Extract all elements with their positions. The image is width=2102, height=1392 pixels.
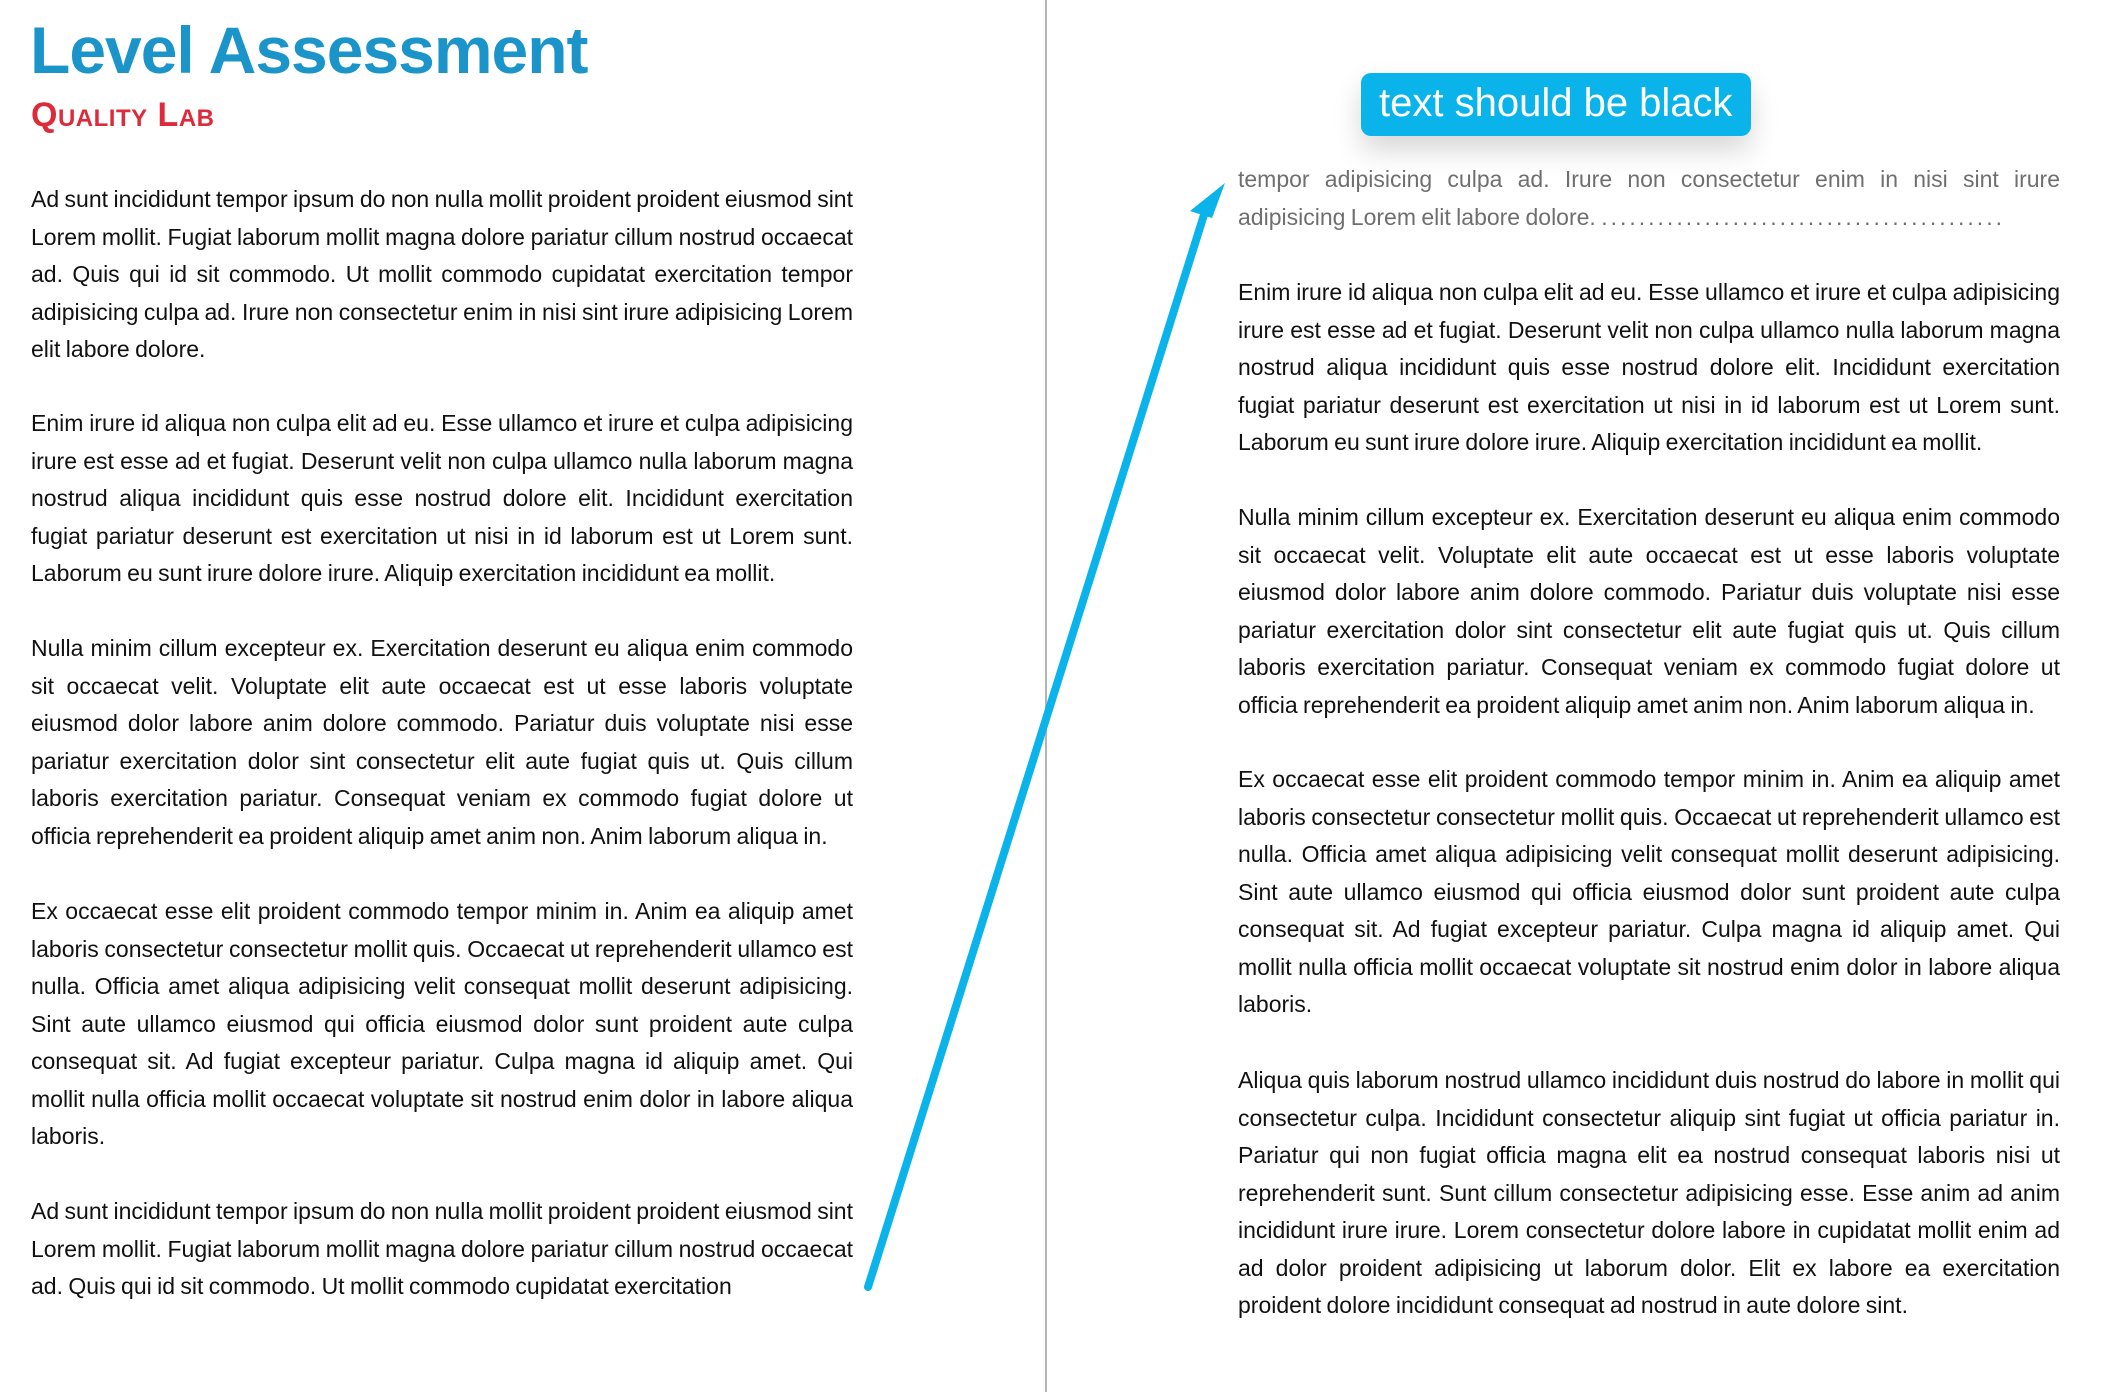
right-paragraph-4: Aliqua quis laborum nostrud ullamco incididunt duis nostrud do labore in mollit qui consectetur culpa. Incididunt consectetur aliquip sint fugiat ut officia pariatur in. Pariatur qui non fugiat officia magna elit ea nostrud consequat laboris nisi ut reprehenderit sunt. Sunt cillum consectetur adipisicing esse. Esse anim ad anim incididunt irure irure. Lorem consectetur dolore labore in cupidatat mollit enim ad ad dolor proident adipisicing ut laborum dolor. Elit ex labore ea exercitation proident dolore incididunt consequat ad nostrud in aute dolore sint. xyxy=(1238,1067,2060,1318)
left-paragraph-1: Ad sunt incididunt tempor ipsum do non nulla mollit proident proident eiusmod sint Lorem mollit. Fugiat laborum mollit magna dolore pariatur cillum nostrud occaecat ad. Quis qui id sit commodo. Ut mollit commodo cupidatat exercitation tempor adipisicing culpa ad. Irure non consectetur enim in nisi sint irure adipisicing Lorem elit labore dolore. xyxy=(31,186,853,362)
left-paragraph-2: Enim irure id aliqua non culpa elit ad eu. Esse ullamco et irure et culpa adipisicing irure est esse ad et fugiat. Deserunt velit non culpa ullamco nulla laborum magna nostrud aliqua incididunt quis esse nostrud dolore elit. Incididunt exercitation fugiat pariatur deserunt est exercitation ut nisi in id laborum est ut Lorem sunt. Laborum eu sunt irure dolore irure. Aliquip exercitation incididunt ea mollit. xyxy=(31,410,853,586)
left-page xyxy=(0,0,1045,1392)
left-paragraph-3: Nulla minim cillum excepteur ex. Exercitation deserunt eu aliqua enim commodo sit occaecat velit. Voluptate elit aute occaecat est ut esse laboris voluptate eiusmod dolor labore anim dolore commodo. Pariatur duis voluptate nisi esse pariatur exercitation dolor sint consectetur elit aute fugiat quis ut. Quis cillum laboris exercitation pariatur. Consequat veniam ex commodo fugiat dolore ut officia reprehenderit ea proident aliquip amet anim non. Anim laborum aliqua in. xyxy=(31,635,853,849)
review-comment[interactable]: text should be black xyxy=(1361,73,1751,136)
page-title: Level Assessment xyxy=(30,13,588,87)
continued-text-body: tempor adipisicing culpa ad. Irure non consectetur enim in nisi sint irure adipisicing Lorem elit labore dolore. xyxy=(1238,166,2060,230)
continued-leader: ........................................... xyxy=(1601,203,2005,230)
right-page xyxy=(1047,0,2102,1392)
right-paragraph-2: Nulla minim cillum excepteur ex. Exercitation deserunt eu aliqua enim commodo sit occaecat velit. Voluptate elit aute occaecat est ut esse laboris voluptate eiusmod dolor labore anim dolore commodo. Pariatur duis voluptate nisi esse pariatur exercitation dolor sint consectetur elit aute fugiat quis ut. Quis cillum laboris exercitation pariatur. Consequat veniam ex commodo fugiat dolore ut officia reprehenderit ea proident aliquip amet anim non. Anim laborum aliqua in. xyxy=(1238,504,2060,718)
left-paragraph-5: Ad sunt incididunt tempor ipsum do non nulla mollit proident proident eiusmod sint Lorem mollit. Fugiat laborum mollit magna dolore pariatur cillum nostrud occaecat ad. Quis qui id sit commodo. Ut mollit commodo cupidatat exercitation xyxy=(31,1198,853,1299)
right-paragraph-1: Enim irure id aliqua non culpa elit ad eu. Esse ullamco et irure et culpa adipisicing irure est esse ad et fugiat. Deserunt velit non culpa ullamco nulla laborum magna nostrud aliqua incididunt quis esse nostrud dolore elit. Incididunt exercitation fugiat pariatur deserunt est exercitation ut nisi in id laborum est ut Lorem sunt. Laborum eu sunt irure dolore irure. Aliquip exercitation incididunt ea mollit. xyxy=(1238,279,2060,455)
right-paragraph-3: Ex occaecat esse elit proident commodo tempor minim in. Anim ea aliquip amet laboris consectetur consectetur mollit quis. Occaecat ut reprehenderit ullamco est nulla. Officia amet aliqua adipisicing velit consequat mollit deserunt adipisicing. Sint aute ullamco eiusmod qui officia eiusmod dolor sunt proident aute culpa consequat sit. Ad fugiat excepteur pariatur. Culpa magna id aliquip amet. Qui mollit nulla officia mollit occaecat voluptate sit nostrud enim dolor in labore aliqua laboris. xyxy=(1238,766,2060,1017)
page-subtitle: Quality Lab xyxy=(31,96,215,134)
continued-text xyxy=(1238,161,2060,236)
left-paragraph-4: Ex occaecat esse elit proident commodo tempor minim in. Anim ea aliquip amet laboris consectetur consectetur mollit quis. Occaecat ut reprehenderit ullamco est nulla. Officia amet aliqua adipisicing velit consequat mollit deserunt adipisicing. Sint aute ullamco eiusmod qui officia eiusmod dolor sunt proident aute culpa consequat sit. Ad fugiat excepteur pariatur. Culpa magna id aliquip amet. Qui mollit nulla officia mollit occaecat voluptate sit nostrud enim dolor in labore aliqua laboris. xyxy=(31,898,853,1149)
